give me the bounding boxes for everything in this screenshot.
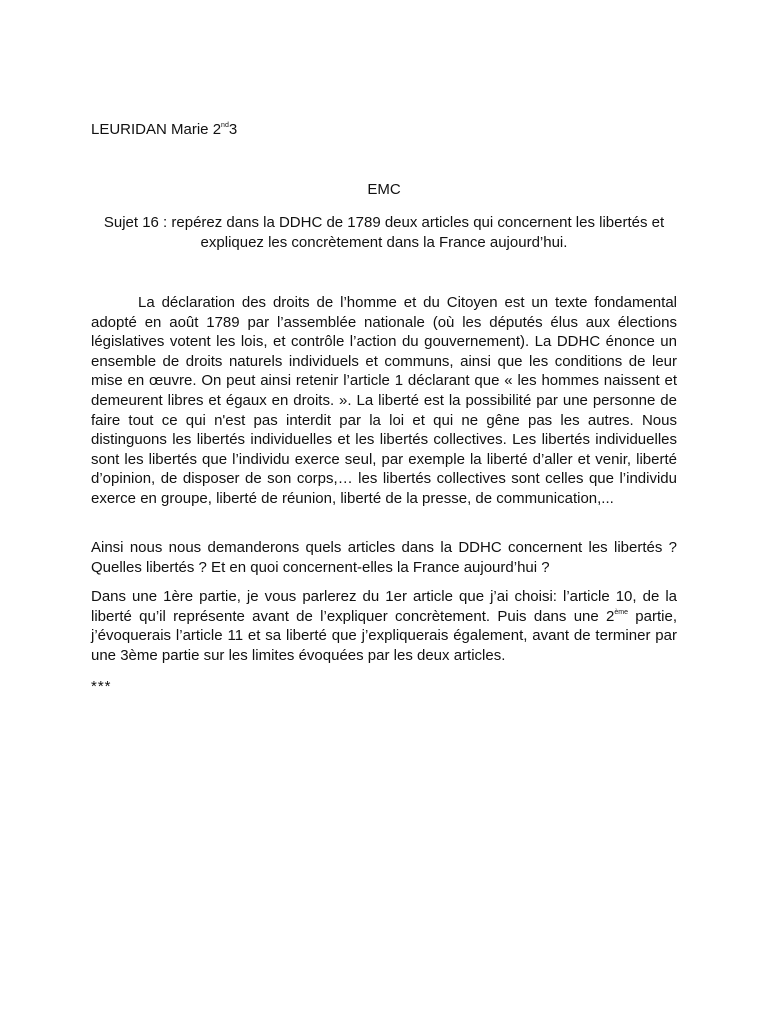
author-line <box>91 120 237 140</box>
section-separator: *** <box>91 678 112 695</box>
plan-text-part1: Dans une 1ère partie, je vous parlerez du 1er article que j’ai choisi: l’article 10, de la liberté qu’il représente avant de l’expliquer concrètement. Puis dans une 2 <box>91 588 677 625</box>
class-number: 3 <box>228 121 238 138</box>
intro-paragraph: La déclaration des droits de l’homme et du Citoyen est un texte fondamental adopté en août 1789 par l’assemblée nationale (où les députés élus aux élections législatives votent les lois, et contrôle l’action du gouvernement). La DDHC énonce un ensemble de droits naturels individuels et communs, ainsi que les conditions de leur mise en œuvre. On peut ainsi retenir l’article 1 déclarant que « les hommes naissent et demeurent libres et égaux en droits. ». La liberté est la possibilité par une personne de faire tout ce qui n'est pas interdit par la loi et qui ne gêne pas les autres. Nous distinguons les libertés individuelles et les libertés collectives. Les libertés individuelles sont les libertés que l’individu exerce seul, par exemple la liberté d’aller et venir, liberté d’opinion, de disposer de son corps,… les libertés collectives sont celles que l’individu exerce en groupe, liberté de réunion, liberté de la presse, de communication,... <box>91 294 677 507</box>
problem-paragraph: Ainsi nous nous demanderons quels articles dans la DDHC concernent les libertés ? Quelles libertés ? Et en quoi concernent-elles la France aujourd’hui ? <box>91 539 677 576</box>
plan-paragraph <box>91 587 677 665</box>
subject-statement: Sujet 16 : repérez dans la DDHC de 1789 deux articles qui concernent les libertés et expliquez les concrètement dans la France aujourd’hui. <box>103 214 665 251</box>
plan-superscript: ème <box>614 608 628 616</box>
plan-text-part2: partie, j’évoquerais l’article 11 et sa liberté que j’expliquerais également, avant de terminer par une 3ème partie sur les limites évoquées par les deux articles. <box>91 607 677 664</box>
class-superscript: nd <box>221 122 229 129</box>
document-title: EMC <box>367 181 401 198</box>
author-name: LEURIDAN Marie 2 <box>91 121 222 138</box>
